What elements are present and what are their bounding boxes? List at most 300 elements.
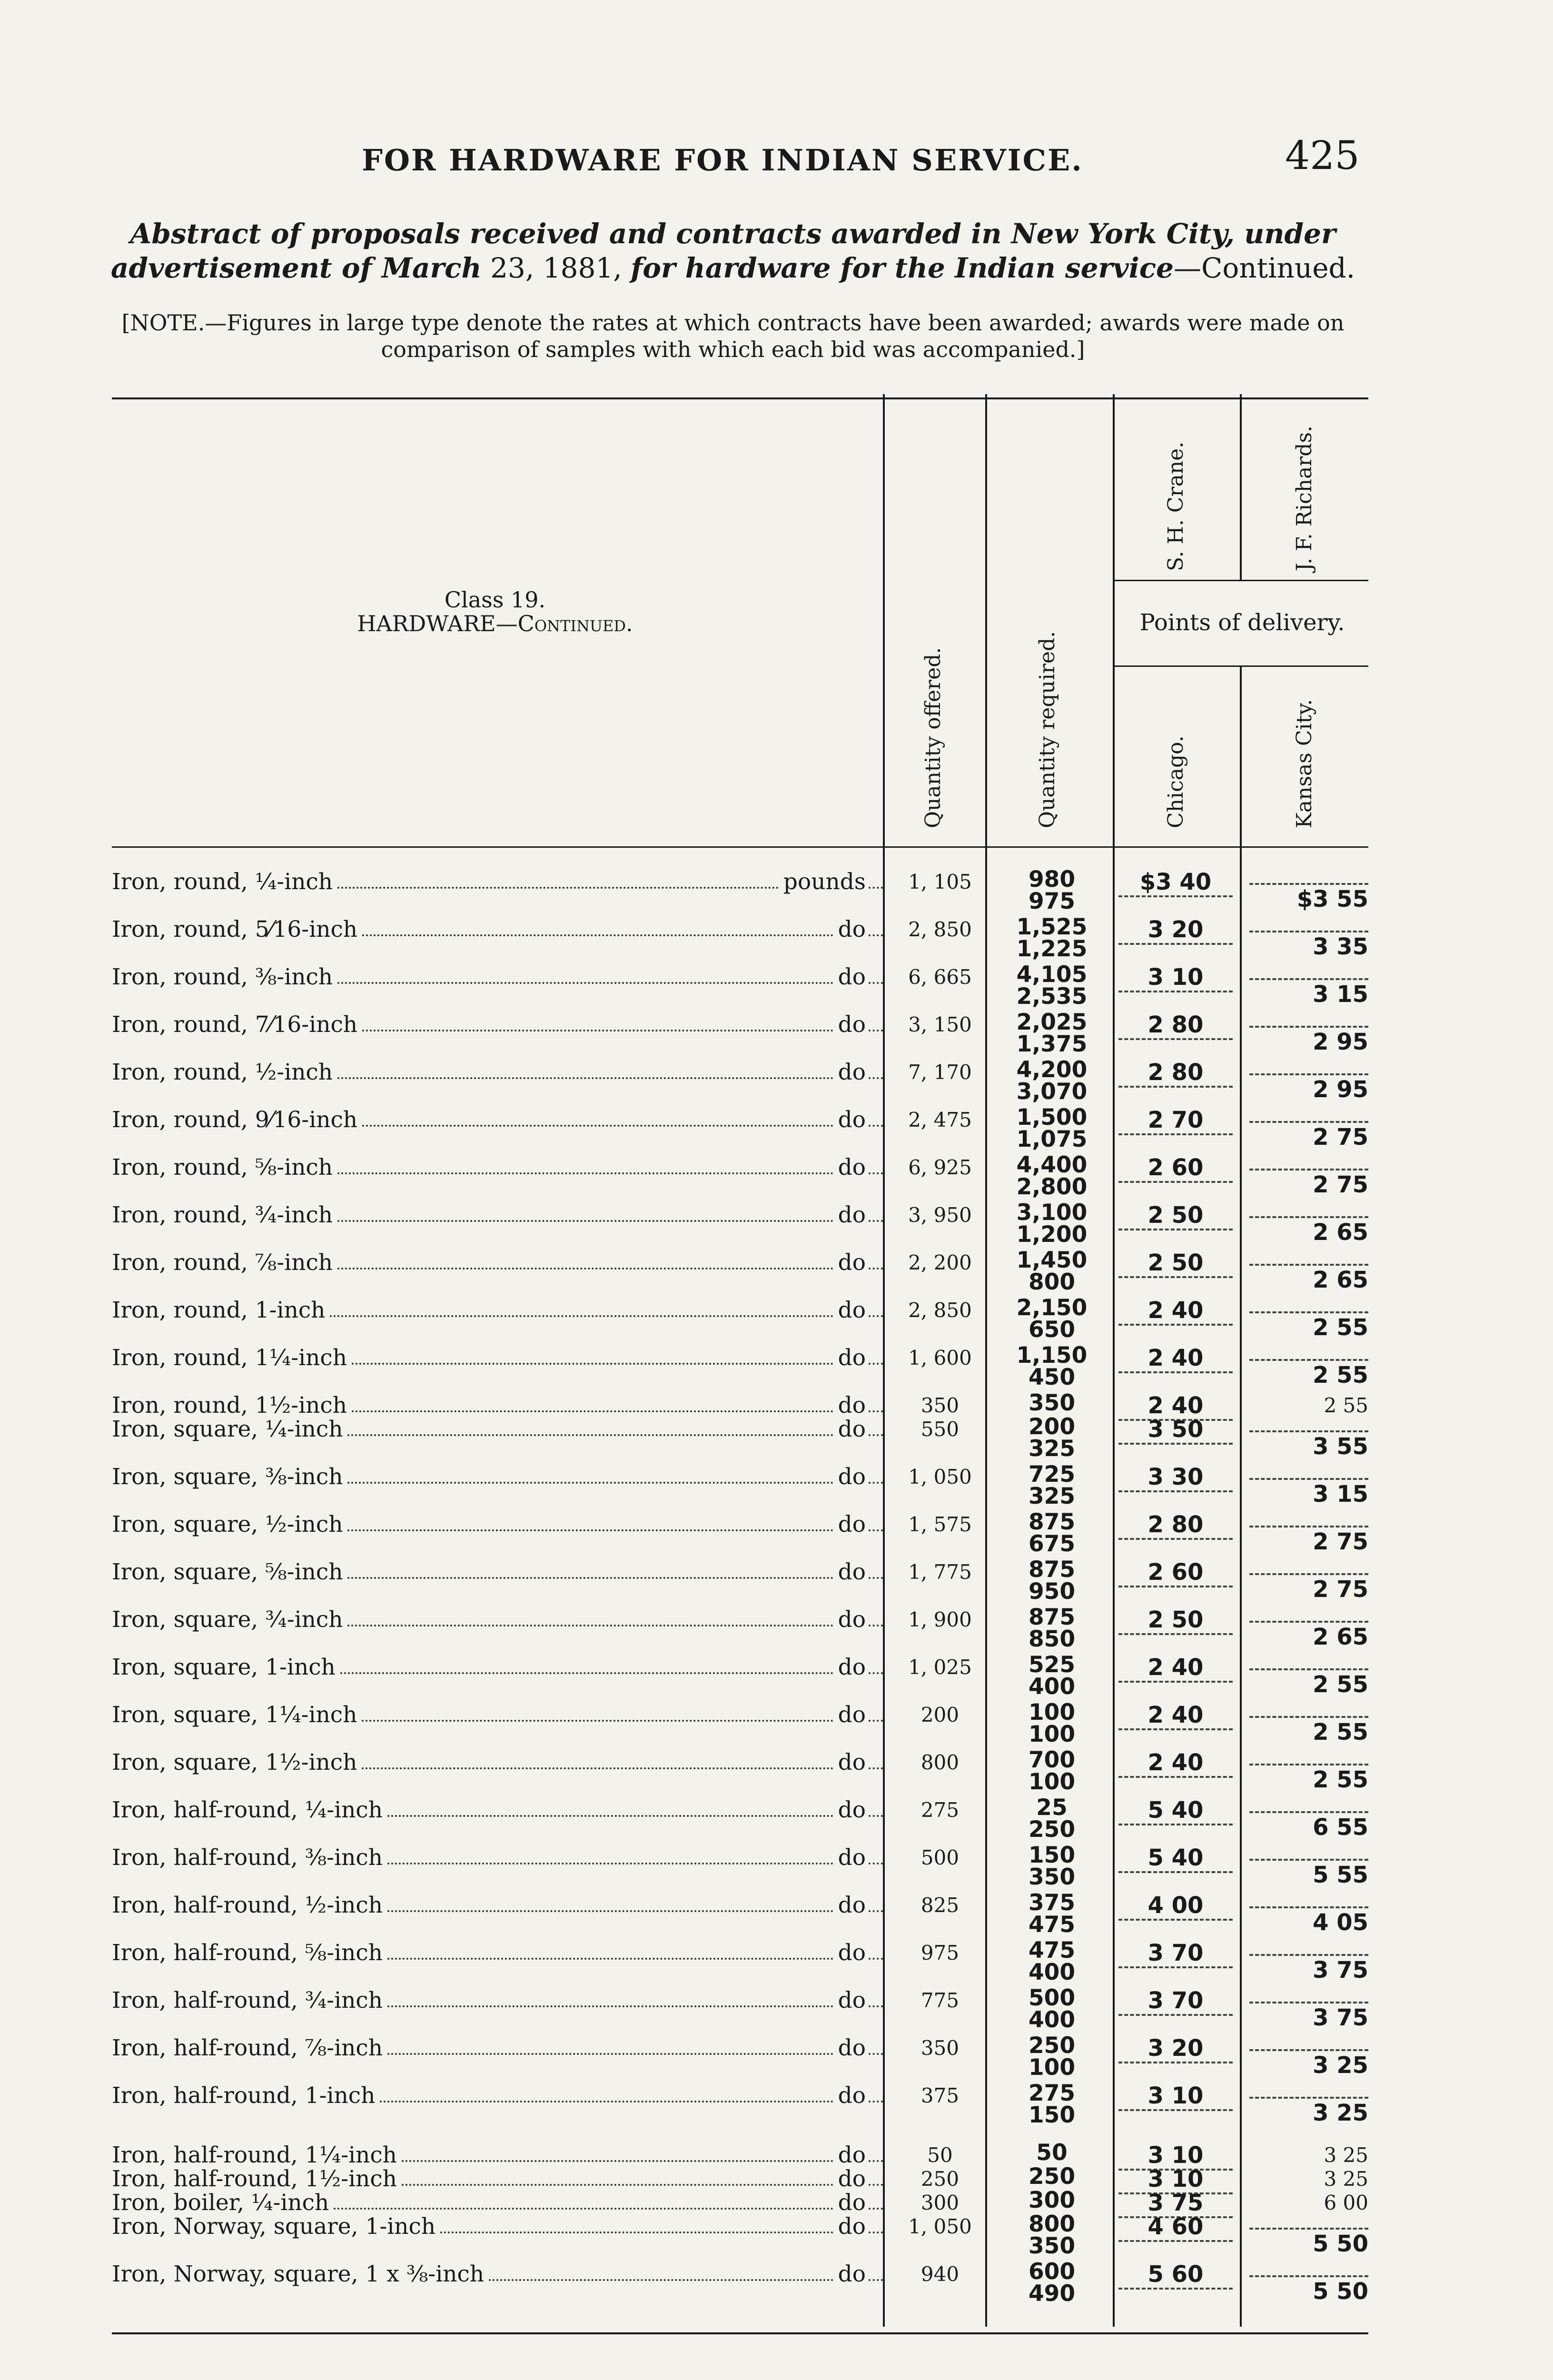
leader-dots [380, 2082, 833, 2102]
quantity-required-value: 1,075 [1016, 1126, 1088, 1152]
trailing-dots [869, 1559, 883, 1579]
leader-dots [340, 1654, 833, 1674]
quantity-required [992, 1749, 1111, 1793]
item-description [112, 1940, 883, 1966]
leader-dots [387, 1940, 833, 1960]
price-chicago: $3 40 [1118, 869, 1233, 897]
item-unit: do [838, 1749, 866, 1775]
item-description [112, 2035, 883, 2062]
item-name: Iron, half-round, 1¼-inch [112, 2142, 397, 2168]
item-unit: do [838, 1987, 866, 2013]
price-leader [1249, 1026, 1368, 1028]
quantity-required-value: 100 [1028, 1721, 1076, 1747]
price-kansas-city: 5 50 [1313, 2231, 1368, 2257]
quantity-required [992, 964, 1111, 1008]
table-header-rule [112, 846, 1368, 848]
price-leader [1249, 1668, 1368, 1670]
price-chicago: 3 75 [1118, 2190, 1233, 2218]
price-kansas-city: 3 25 [1313, 2100, 1368, 2126]
trailing-dots [869, 1345, 883, 1365]
price-kansas-city: 2 95 [1313, 1029, 1368, 1055]
price-chicago: 2 40 [1118, 1654, 1233, 1683]
quantity-required-value: 350 [1028, 2233, 1076, 2259]
trailing-dots [869, 869, 883, 889]
quantity-required-value: 500 [1028, 1985, 1076, 2011]
quantity-offered: 975 [920, 1941, 959, 1964]
table-row [0, 1937, 1553, 1987]
leader-dots [362, 1702, 833, 1722]
price-leader [1249, 931, 1368, 932]
item-description [112, 2261, 883, 2288]
table-row [0, 2035, 1553, 2082]
quantity-offered: 2, 850 [908, 918, 972, 941]
trailing-dots [869, 1749, 883, 1769]
item-unit: do [838, 1107, 866, 1133]
trailing-dots [869, 1797, 883, 1817]
price-leader [1249, 2275, 1368, 2277]
quantity-required-value: 100 [1028, 1699, 1076, 1726]
table-row [0, 1511, 1553, 1559]
leader-dots [387, 1844, 833, 1864]
price-kansas-city: 3 75 [1313, 2004, 1368, 2031]
item-unit: do [838, 1844, 866, 1871]
quantity-required-value: 1,150 [1016, 1342, 1088, 1368]
price-kansas-city: 6 00 [1324, 2191, 1368, 2214]
price-kansas-city: 2 95 [1313, 1076, 1368, 1103]
quantity-offered: 775 [920, 1989, 959, 2012]
price-leader [1249, 883, 1368, 885]
quantity-required [992, 1009, 1111, 1057]
price-kansas-city: 2 75 [1313, 1124, 1368, 1150]
leader-dots [352, 1345, 833, 1365]
leader-dots [347, 1464, 833, 1484]
quantity-offered: 1, 775 [908, 1560, 972, 1584]
quantity-offered: 3, 150 [908, 1013, 972, 1036]
quantity-offered: 2, 475 [908, 1108, 972, 1131]
quantity-required-value: 100 [1028, 2054, 1076, 2081]
quantity-required-value: 1,450 [1016, 1247, 1088, 1273]
quantity-required [992, 866, 1111, 914]
table-row [0, 866, 1553, 916]
price-leader [1249, 1311, 1368, 1313]
price-kansas-city: 2 55 [1313, 1671, 1368, 1698]
trailing-dots [869, 2082, 883, 2102]
quantity-required-value: 475 [1028, 1912, 1076, 1938]
price-chicago: 2 80 [1118, 1012, 1233, 1040]
item-unit: do [838, 1797, 866, 1823]
price-leader [1249, 1073, 1368, 1075]
table-row [0, 1559, 1553, 1606]
quantity-required-value: 600 [1028, 2259, 1076, 2285]
trailing-dots [869, 1012, 883, 1031]
item-unit: do [838, 1202, 866, 1228]
table-row [0, 964, 1553, 1012]
price-leader [1249, 1359, 1368, 1361]
item-description [112, 1154, 883, 1181]
price-chicago: 4 60 [1118, 2213, 1233, 2242]
table-row [0, 1606, 1553, 1654]
quantity-required [992, 1987, 1111, 2031]
item-unit: do [838, 1392, 866, 1418]
trailing-dots [869, 1416, 883, 1436]
point-chicago-header: Chicago. [1164, 735, 1188, 828]
table-row [0, 1059, 1553, 1107]
price-kansas-city: 3 55 [1313, 1433, 1368, 1460]
item-name: Iron, Norway, square, 1 x ⅜-inch [112, 2261, 485, 2287]
quantity-required [992, 2035, 1111, 2079]
quantity-offered: 550 [920, 1418, 959, 1441]
trailing-dots [869, 1059, 883, 1079]
leader-dots [330, 1297, 833, 1317]
item-description [112, 869, 883, 895]
quantity-offered: 500 [920, 1846, 959, 1869]
table-row [0, 1154, 1553, 1202]
price-kansas-city: $3 55 [1296, 886, 1368, 912]
item-name: Iron, half-round, 1½-inch [112, 2166, 397, 2192]
item-name: Iron, round, ¾-inch [112, 1202, 333, 1228]
item-name: Iron, boiler, ¼-inch [112, 2190, 329, 2216]
price-kansas-city: 2 55 [1313, 1314, 1368, 1341]
price-kansas-city: 2 55 [1313, 1766, 1368, 1793]
item-unit: do [838, 2213, 866, 2240]
quantity-required-value: 525 [1028, 1652, 1076, 1678]
price-chicago: 2 40 [1118, 1749, 1233, 1778]
quantity-required-value: 400 [1028, 1959, 1076, 1985]
item-description [112, 1559, 883, 1586]
quantity-required-value: 675 [1028, 1531, 1076, 1557]
quantity-required-value: 4,200 [1016, 1057, 1088, 1083]
note: [NOTE.—Figures in large type denote the rates at which contracts have been awarded; awards were made on comparison of samples with which each bid was accompanied.] [121, 310, 1345, 362]
leader-dots [352, 1392, 833, 1412]
item-unit: do [838, 1416, 866, 1442]
item-name: Iron, square, ⅜-inch [112, 1464, 343, 1490]
item-name: Iron, square, 1-inch [112, 1654, 336, 1680]
item-unit: do [838, 2190, 866, 2216]
item-unit: pounds [783, 869, 866, 895]
quantity-required [992, 1844, 1111, 1888]
quantity-required-value: 1,500 [1016, 1104, 1088, 1130]
quantity-required-value: 450 [1028, 1364, 1076, 1390]
item-unit: do [838, 1940, 866, 1966]
price-leader [1249, 1430, 1368, 1432]
item-description [112, 2142, 883, 2169]
item-description [112, 1392, 883, 1419]
item-unit: do [838, 2035, 866, 2061]
item-description [112, 2166, 883, 2192]
price-kansas-city: 2 55 [1313, 1719, 1368, 1745]
trailing-dots [869, 1702, 883, 1722]
item-name: Iron, half-round, ⅝-inch [112, 1940, 383, 1966]
price-kansas-city: 5 55 [1313, 1862, 1368, 1888]
quantity-offered: 825 [920, 1894, 959, 1917]
price-leader [1249, 1906, 1368, 1908]
quantity-required-value: 1,525 [1016, 914, 1088, 940]
price-chicago: 3 70 [1118, 1940, 1233, 1968]
price-kansas-city: 4 05 [1313, 1909, 1368, 1936]
price-kansas-city: 2 65 [1313, 1624, 1368, 1650]
quantity-required [992, 2082, 1111, 2126]
leader-dots [387, 1987, 833, 2007]
leader-dots [440, 2213, 833, 2233]
quantity-required [992, 1247, 1111, 1295]
table-row [0, 2082, 1553, 2130]
trailing-dots [869, 2261, 883, 2281]
price-leader [1249, 1573, 1368, 1575]
item-description [112, 1012, 883, 1038]
price-leader [1249, 1621, 1368, 1623]
price-chicago: 2 60 [1118, 1154, 1233, 1183]
leader-dots [387, 1892, 833, 1912]
quantity-offered: 1, 900 [908, 1608, 972, 1631]
leader-dots [387, 1797, 833, 1817]
quantity-required [992, 2142, 1111, 2164]
quantity-offered: 350 [920, 1394, 959, 1417]
leader-dots [347, 1559, 833, 1579]
trailing-dots [869, 2166, 883, 2186]
leader-dots [347, 1416, 833, 1436]
leader-dots [337, 1202, 833, 1222]
leader-dots [402, 2166, 833, 2186]
quantity-required [992, 916, 1111, 960]
item-description [112, 1702, 883, 1728]
item-description [112, 1892, 883, 1919]
item-unit: do [838, 1606, 866, 1633]
quantity-offered: 940 [920, 2262, 959, 2286]
quantity-required [992, 1461, 1111, 1509]
quantity-offered: 2, 850 [908, 1299, 972, 1322]
bidder-richards-header: J. F. Richards. [1292, 425, 1316, 571]
quantity-required-value: 850 [1028, 1626, 1076, 1652]
price-chicago: 3 10 [1118, 964, 1233, 992]
quantity-offered: 300 [920, 2191, 959, 2214]
trailing-dots [869, 2142, 883, 2162]
leader-dots [489, 2261, 833, 2281]
quantity-required [992, 1342, 1111, 1390]
quantity-offered: 1, 025 [908, 1656, 972, 1679]
quantity-required [992, 1059, 1111, 1103]
quantity-required-value: 950 [1028, 1578, 1076, 1605]
quantity-required-value: 100 [1028, 1769, 1076, 1795]
item-unit: do [838, 1250, 866, 1276]
trailing-dots [869, 2035, 883, 2055]
table-row [0, 1461, 1553, 1511]
item-name: Iron, round, 1-inch [112, 1297, 326, 1323]
quantity-required-value: 150 [1028, 2102, 1076, 2128]
quantity-required-value: 700 [1028, 1747, 1076, 1773]
quantity-required-value: 250 [1028, 1816, 1076, 1843]
quantity-required [992, 1202, 1111, 1246]
item-name: Iron, half-round, ½-inch [112, 1892, 383, 1918]
price-kansas-city: 3 35 [1313, 933, 1368, 960]
trailing-dots [869, 1250, 883, 1269]
quantity-offered: 250 [920, 2167, 959, 2191]
quantity-required-value: 800 [1028, 1269, 1076, 1295]
item-description [112, 1202, 883, 1229]
item-name: Iron, round, ⅞-inch [112, 1250, 333, 1276]
price-chicago: 3 20 [1118, 916, 1233, 945]
price-kansas-city: 5 50 [1313, 2278, 1368, 2305]
item-name: Iron, square, ¼-inch [112, 1416, 343, 1442]
trailing-dots [869, 1154, 883, 1174]
quantity-offered: 800 [920, 1751, 959, 1774]
leader-dots [337, 1154, 833, 1174]
price-chicago: 3 50 [1118, 1416, 1233, 1445]
quantity-required-value: 4,400 [1016, 1152, 1088, 1178]
quantity-required [992, 1416, 1111, 1460]
bidder-rule [1114, 580, 1368, 581]
leader-dots [402, 2142, 833, 2162]
item-name: Iron, square, 1¼-inch [112, 1702, 357, 1728]
item-unit: do [838, 1892, 866, 1918]
item-unit: do [838, 1012, 866, 1038]
item-description [112, 1797, 883, 1824]
quantity-required-value: 3,100 [1016, 1200, 1088, 1226]
item-unit: do [838, 1511, 866, 1537]
page-number: 425 [1285, 133, 1360, 178]
quantity-required [992, 1606, 1111, 1650]
item-name: Iron, round, ¼-inch [112, 869, 333, 895]
quantity-required-value: 375 [1028, 1890, 1076, 1916]
table-row [0, 1202, 1553, 1250]
price-leader [1249, 2049, 1368, 2051]
price-leader [1249, 978, 1368, 980]
quantity-required [992, 1699, 1111, 1747]
abstract-continued: —Continued. [1174, 252, 1355, 284]
table-row [0, 1297, 1553, 1345]
price-leader [1249, 1121, 1368, 1123]
item-name: Iron, round, 5⁄16-inch [112, 916, 358, 942]
quantity-required [992, 1654, 1111, 1698]
price-chicago: 3 10 [1118, 2142, 1233, 2171]
table-row [0, 1654, 1553, 1702]
quantity-offered: 7, 170 [908, 1061, 972, 1084]
table-row [0, 1749, 1553, 1797]
price-chicago: 2 80 [1118, 1511, 1233, 1540]
item-description [112, 1844, 883, 1871]
trailing-dots [869, 1202, 883, 1222]
price-chicago: 3 30 [1118, 1464, 1233, 1492]
price-chicago: 5 40 [1118, 1797, 1233, 1825]
quantity-required [992, 1154, 1111, 1198]
leader-dots [362, 1012, 833, 1031]
quantity-required-value: 150 [1028, 1842, 1076, 1868]
quantity-required-value: 1,200 [1016, 1221, 1088, 1248]
price-leader [1249, 1764, 1368, 1765]
quantity-required-value: 400 [1028, 1674, 1076, 1700]
table-row [0, 1797, 1553, 1844]
column-divider-4 [1240, 394, 1242, 580]
price-chicago: 3 10 [1118, 2082, 1233, 2111]
quantity-required-value: 490 [1028, 2281, 1076, 2307]
quantity-required-value: 875 [1028, 1604, 1076, 1630]
quantity-required [992, 2213, 1111, 2257]
quantity-offered: 6, 925 [908, 1156, 972, 1179]
quantity-required [992, 1392, 1111, 1414]
item-description [112, 1250, 883, 1276]
price-leader [1249, 1169, 1368, 1170]
price-chicago: 3 70 [1118, 1987, 1233, 2016]
point-kansas-city-header: Kansas City. [1292, 699, 1316, 828]
leader-dots [337, 1059, 833, 1079]
item-name: Iron, half-round, ⅜-inch [112, 1844, 383, 1871]
item-unit: do [838, 2082, 866, 2109]
item-unit: do [838, 1154, 866, 1180]
trailing-dots [869, 1654, 883, 1674]
price-chicago: 3 20 [1118, 2035, 1233, 2063]
item-name: Iron, square, 1½-inch [112, 1749, 357, 1775]
price-kansas-city: 3 25 [1324, 2143, 1368, 2167]
price-kansas-city: 3 25 [1324, 2167, 1368, 2191]
table-row [0, 1987, 1553, 2035]
leader-dots [362, 1749, 833, 1769]
trailing-dots [869, 1844, 883, 1864]
abstract-heading [105, 217, 1361, 285]
item-description [112, 1107, 883, 1133]
quantity-required-value: 25 [1036, 1795, 1068, 1821]
table-row [0, 1009, 1553, 1059]
item-description [112, 1059, 883, 1086]
price-chicago: 3 10 [1118, 2166, 1233, 2194]
price-kansas-city: 3 75 [1313, 1957, 1368, 1983]
leader-dots [337, 964, 833, 984]
price-chicago: 2 70 [1118, 1107, 1233, 1135]
price-chicago: 2 40 [1118, 1392, 1233, 1421]
item-unit: do [838, 1464, 866, 1490]
item-unit: do [838, 1654, 866, 1680]
price-leader [1249, 1811, 1368, 1813]
table-row [0, 1844, 1553, 1892]
category-heading: HARDWARE—Continued. [357, 611, 633, 636]
quantity-offered: 275 [920, 1798, 959, 1822]
trailing-dots [869, 1392, 883, 1412]
trailing-dots [869, 2190, 883, 2210]
quantity-offered: 1, 050 [908, 1465, 972, 1488]
abstract-text: Abstract of proposals received and contracts awarded in New York City, under advertisement of March [110, 218, 1336, 284]
price-kansas-city: 2 55 [1313, 1362, 1368, 1388]
item-description [112, 1606, 883, 1633]
item-name: Iron, round, 1½-inch [112, 1392, 347, 1418]
price-kansas-city: 3 15 [1313, 1481, 1368, 1507]
item-name: Iron, Norway, square, 1-inch [112, 2213, 436, 2240]
price-chicago: 2 50 [1118, 1606, 1233, 1635]
leader-dots [347, 1606, 833, 1626]
table-row [0, 916, 1553, 964]
quantity-required-value: 1,375 [1016, 1031, 1088, 1057]
quantity-offered: 350 [920, 2036, 959, 2060]
price-leader [1249, 2228, 1368, 2230]
points-of-delivery-header: Points of delivery. [1139, 609, 1345, 636]
price-leader [1249, 2097, 1368, 2099]
quantity-offered: 50 [927, 2143, 953, 2167]
price-chicago: 2 40 [1118, 1345, 1233, 1373]
price-leader [1249, 1859, 1368, 1861]
item-name: Iron, square, ½-inch [112, 1511, 343, 1537]
item-name: Iron, square, ¾-inch [112, 1606, 343, 1633]
quantity-offered-header: Quantity offered. [921, 647, 945, 828]
item-name: Iron, round, 7⁄16-inch [112, 1012, 358, 1038]
item-name: Iron, half-round, ⅞-inch [112, 2035, 383, 2061]
quantity-required [992, 1104, 1111, 1152]
item-name: Iron, round, ⅝-inch [112, 1154, 333, 1180]
quantity-required-value: 980 [1028, 866, 1076, 892]
item-description [112, 1654, 883, 1681]
item-name: Iron, round, 9⁄16-inch [112, 1107, 358, 1133]
quantity-offered: 3, 950 [908, 1203, 972, 1227]
leader-dots [337, 1250, 833, 1269]
quantity-offered: 375 [920, 2084, 959, 2107]
trailing-dots [869, 1464, 883, 1484]
leader-dots [334, 2190, 833, 2210]
